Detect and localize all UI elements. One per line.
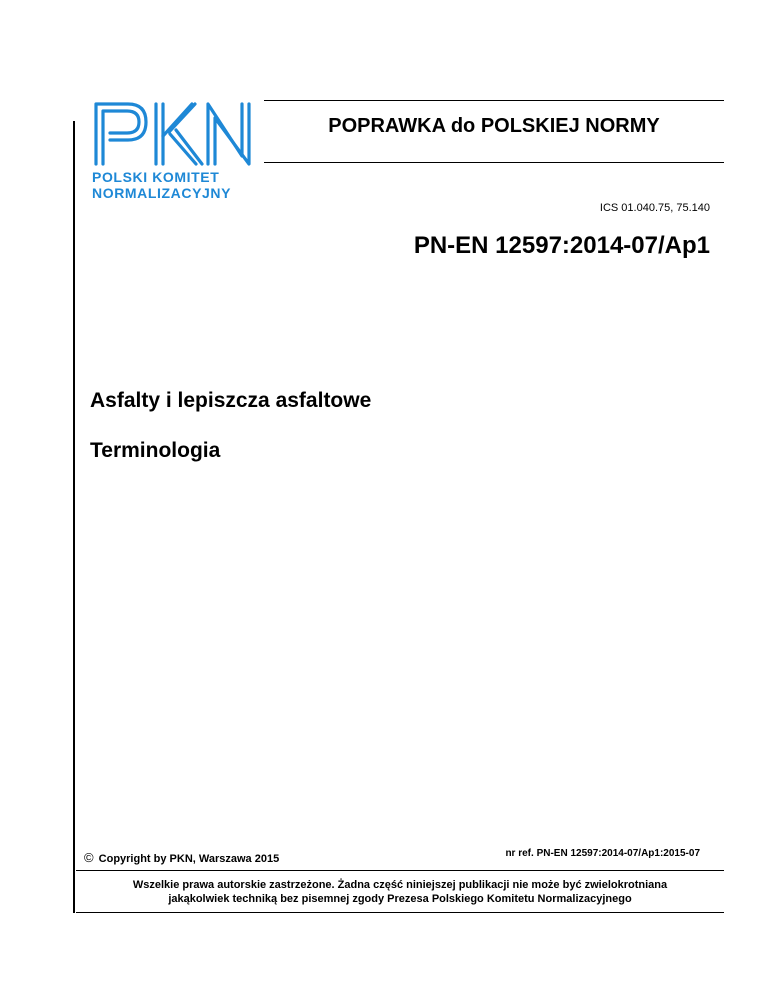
footer-top-rule (76, 870, 724, 871)
copyright-text: Copyright by PKN, Warszawa 2015 (98, 853, 280, 865)
rights-line-2: jakąkolwiek techniką bez pisemnej zgody Prezesa Polskiego Komitetu Normalizacyjnego (168, 893, 632, 905)
document-type-heading: POPRAWKA do POLSKIEJ NORMY (328, 115, 660, 137)
rights-line-1: Wszelkie prawa autorskie zastrzeżone. Żadna część niniejszej publikacji nie może być zwielokrotniana (132, 879, 668, 891)
document-title: Asfalty i lepiszcza asfaltowe (90, 389, 372, 412)
footer-bottom-rule (76, 912, 724, 913)
logo-text-polski-komitet: POLSKI KOMITET (92, 169, 220, 185)
ics-code: ICS 01.040.75, 75.140 (599, 202, 710, 214)
logo-text-normalizacyjny: NORMALIZACYJNY (92, 185, 232, 201)
header-top-rule (264, 100, 724, 101)
reference-number: nr ref. PN-EN 12597:2014-07/Ap1:2015-07 (505, 848, 700, 859)
copyright-symbol: © (84, 850, 94, 865)
standard-number: PN-EN 12597:2014-07/Ap1 (413, 232, 710, 259)
left-margin-bar (73, 121, 75, 913)
document-subtitle: Terminologia (90, 439, 221, 462)
rights-notice (76, 878, 724, 906)
copyright-notice (84, 850, 279, 865)
header-bottom-rule (264, 162, 724, 163)
